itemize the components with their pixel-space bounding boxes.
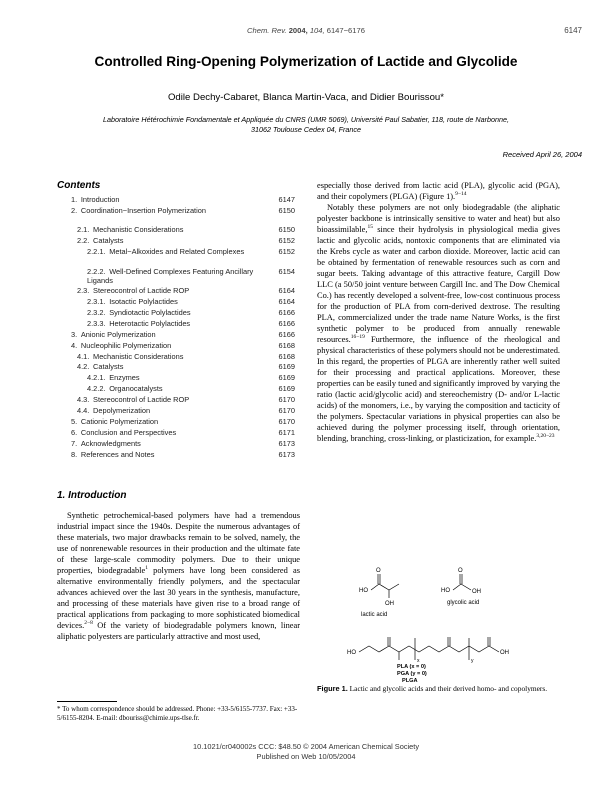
toc-label: Organocatalysts [109, 384, 163, 394]
intro-paragraph-1: Synthetic petrochemical-based polymers have had a tremendous industrial impact since the 1940s. Despite the numerous advantages of these materials, two major drawbacks remain to be solved, namely, the use of nonrenewable resources in their production and the ultimate fate of these large-scale commodity polymers. Due to their unique properties, biodegradable$^1$ polymers have long been considered as alternative environmentally friendly polymers, and the spectacular advances achieved over the last 30 years in the synthesis, manufacture, and processing of these materials have given rise to a broad range of practical applications from packaging to more sophisticated biomedical devices.$^{2-8}$ Of the variety of biodegradable polymers known, linear aliphatic polyesters are particularly attractive and most used, [57, 511, 300, 641]
toc-label: Cationic Polymerization [80, 416, 159, 426]
toc-label: Depolymerization [93, 405, 151, 415]
atom-label: O [458, 568, 463, 574]
toc-label: Introduction [80, 195, 120, 204]
toc-label: Mechanistic Considerations [93, 351, 184, 361]
toc-number: 6. [71, 427, 78, 437]
toc-page: 6166 [278, 307, 295, 317]
toc-number: 2.2. [77, 236, 90, 246]
toc-number: 2.2.2. [87, 266, 106, 276]
affiliation [70, 115, 542, 135]
toc-number: 4. [71, 340, 78, 350]
toc-item [57, 206, 297, 226]
page-number: 6147 [564, 26, 582, 35]
toc-label: Coordination−Insertion Polymerization [80, 205, 206, 215]
toc-number: 2.3.1. [87, 297, 106, 307]
toc-item [57, 395, 297, 406]
toc-page: 6152 [278, 236, 295, 246]
toc-label: Anionic Polymerization [80, 329, 156, 339]
atom-label: OH [500, 650, 509, 656]
journal-year: 2004, [288, 26, 308, 35]
toc-item [57, 352, 297, 363]
toc-number: 4.3. [77, 395, 90, 405]
journal-name: Chem. Rev. [247, 26, 287, 35]
toc-label: Heterotactic Polylactides [109, 318, 191, 328]
toc-item [57, 308, 297, 319]
article-title: Controlled Ring-Opening Polymerization of Lactide and Glycolide [94, 54, 518, 69]
toc-item [57, 330, 297, 341]
column-left-text [57, 510, 300, 642]
paragraph-properties: Notably these polymers are not only biodegradable (the aliphatic polyester backbone is intrinsically sensitive to water and heat) but also bioassimilable,$^{15}$ since their hydrolysis in physiological media gives lactic and glycolic acids, nontoxic components that are eliminated via the Krebs cycle as water and carbon dioxide. Moreover, lactic acid can be obtained by fermentation of renewable resources such as corn and sugar beets. Taking advantage of this attractive feature, Cargill Dow LLC (a 50/50 joint venture between Cargill Inc. and The Dow Chemical Co.) has recently developed a solvent-free, low-cost continuous process for the production of PLA from corn-derived dextrose. The resulting PLA, commercialized under the trade name Nature Works, is the first synthetic polymer to be produced from annually renewable resources.$^{16-19}$ Furthermore, the influence of the rheological and physical characteristics of these polymers should not be underestimated. In this regard, the properties of PLGA are inherently rather well suited for their processing and practical applications. Moreover, these properties can be easily tuned and significantly improved by varying the ratio (lactic acid/glycolic acid) and stereochemistry (D- and/or L-lactic acids) of the monomers, i.e., by varying the composition and tacticity of the polymers. Spectacular variations in physical properties can also be achieved during the polymer processing itself, through orientation, blending, branching, cross-linking, or plasticization, for example.$^{3,20-23}$ [317, 203, 560, 443]
journal-pages: 6147−6176 [326, 26, 365, 35]
toc-number: 4.2.2. [87, 384, 106, 394]
toc-page: 6154 [278, 266, 295, 276]
toc-label: Syndiotactic Polylactides [109, 307, 191, 317]
author-list: Odile Dechy-Cabaret, Blanca Martin-Vaca, and Didier Bourissou* [167, 92, 445, 103]
toc-label: Stereocontrol of Lactide ROP [93, 286, 190, 296]
toc-item [57, 236, 297, 247]
paragraph-continued: especially those derived from lactic acid (PLA), glycolic acid (PGA), and their copolymers (PLGA) (Figure 1).$^{9-14}$ [317, 181, 560, 201]
figure-1-structures [345, 560, 545, 686]
toc-label: Enzymes [109, 373, 140, 383]
atom-label: OH [385, 601, 394, 607]
toc-item [57, 428, 297, 439]
affiliation-line-1: Laboratoire Hétérochimie Fondamentale et Appliquée du CNRS (UMR 5069), Université Paul Sabatier, 118, route de Narbonne, [103, 115, 509, 124]
atom-label: HO [347, 650, 356, 656]
toc-page: 6171 [278, 427, 295, 437]
toc-number: 4.2. [77, 362, 90, 372]
citation: 15 [367, 224, 373, 231]
toc-number: 2.3.2. [87, 307, 106, 317]
lactic-acid-structure [371, 574, 399, 598]
toc-number: 2.3. [77, 286, 90, 296]
atom-label: OH [472, 589, 481, 595]
toc-page: 6173 [278, 438, 295, 448]
toc-item [57, 373, 297, 384]
toc-label: Acknowledgments [80, 438, 141, 448]
citation: 2−8 [84, 620, 93, 627]
footer-published: Published on Web 10/05/2004 [256, 752, 356, 761]
atom-label: HO [359, 588, 368, 594]
received-date: Received April 26, 2004 [502, 150, 582, 159]
citation: 1 [145, 565, 148, 572]
toc-item [57, 417, 297, 428]
figure-1-caption [317, 684, 560, 694]
toc-page: 6150 [278, 205, 295, 215]
toc-item [57, 286, 297, 297]
repeat-subscript: x [417, 658, 420, 664]
label-plga: PLGA [402, 678, 418, 684]
toc-page: 6166 [278, 329, 295, 339]
repeat-subscript: y [471, 658, 474, 664]
toc-page: 6170 [278, 395, 295, 405]
corresponding-author-footnote: * To whom correspondence should be addressed. Phone: +33-5/6155-7737. Fax: +33-5/6155-8204. E-mail: dbouriss@chimie.ups-tlse.fr. [57, 705, 298, 722]
copolymer-structure [359, 637, 499, 660]
toc-item [57, 384, 297, 395]
toc-number: 2.3.3. [87, 318, 106, 328]
toc-page: 6168 [278, 340, 295, 350]
toc-label: Conclusion and Perspectives [80, 427, 177, 437]
toc-item [57, 247, 297, 267]
contents-heading: Contents [57, 180, 101, 191]
toc-label: Metal−Alkoxides and Related Complexes [109, 247, 245, 257]
label-lactic-acid: lactic acid [361, 612, 388, 618]
caption-label: Figure 1. [317, 684, 348, 693]
toc-number: 5. [71, 416, 78, 426]
toc-page: 6169 [278, 384, 295, 394]
toc-page: 6164 [278, 297, 295, 307]
toc-page: 6147 [278, 195, 295, 204]
toc-number: 1. [71, 195, 78, 204]
toc-page: 6170 [278, 405, 295, 415]
toc-label: Mechanistic Considerations [93, 225, 184, 235]
toc-page: 6166 [278, 318, 295, 328]
citation: 9−14 [455, 191, 467, 198]
section-heading-introduction: 1. Introduction [57, 490, 127, 501]
toc-item [57, 450, 297, 461]
toc-number: 4.2.1. [87, 373, 106, 383]
toc-number: 3. [71, 329, 78, 339]
citation: 3,20−23 [536, 433, 555, 440]
toc-item [57, 406, 297, 417]
toc-item [57, 267, 297, 287]
toc-number: 2. [71, 205, 78, 215]
toc-number: 8. [71, 449, 78, 459]
label-glycolic-acid: glycolic acid [447, 600, 480, 606]
toc-number: 2.2.1. [87, 247, 106, 257]
toc-label: Well-Defined Complexes Featuring Ancillary Ligands [87, 266, 254, 286]
toc-page: 6168 [278, 351, 295, 361]
toc-label: Stereocontrol of Lactide ROP [93, 395, 190, 405]
toc-item [57, 362, 297, 373]
citation: 16−19 [350, 334, 365, 341]
toc-label: Nucleophilic Polymerization [80, 340, 172, 350]
table-of-contents [57, 195, 297, 460]
footnote-rule [57, 701, 117, 702]
toc-label: Catalysts [93, 362, 124, 372]
toc-page: 6169 [278, 373, 295, 383]
affiliation-line-2: 31062 Toulouse Cedex 04, France [250, 125, 362, 134]
journal-volume: 104, [309, 26, 325, 35]
toc-item [57, 195, 297, 206]
toc-page: 6152 [278, 247, 295, 257]
toc-page: 6169 [278, 362, 295, 372]
glycolic-acid-structure [453, 574, 471, 590]
toc-label: References and Notes [80, 449, 155, 459]
toc-page: 6173 [278, 449, 295, 459]
caption-text: Lactic and glycolic acids and their derived homo- and copolymers. [349, 684, 548, 693]
toc-number: 2.1. [77, 225, 90, 235]
toc-item [57, 439, 297, 450]
journal-header [0, 26, 612, 35]
atom-label: O [376, 568, 381, 574]
toc-item [57, 319, 297, 330]
toc-number: 7. [71, 438, 78, 448]
column-right-text [317, 180, 560, 444]
toc-label: Catalysts [93, 236, 124, 246]
label-pga: PGA (y = 0) [397, 671, 427, 677]
toc-label: Isotactic Polylactides [109, 297, 178, 307]
toc-page: 6164 [278, 286, 295, 296]
toc-number: 4.1. [77, 351, 90, 361]
toc-item [57, 225, 297, 236]
toc-item [57, 297, 297, 308]
toc-page: 6150 [278, 225, 295, 235]
toc-page: 6170 [278, 416, 295, 426]
label-pla: PLA (x = 0) [397, 664, 426, 670]
toc-item [57, 341, 297, 352]
atom-label: HO [441, 588, 450, 594]
toc-number: 4.4. [77, 405, 90, 415]
footer-doi: 10.1021/cr040002s CCC: $48.50 © 2004 American Chemical Society [192, 742, 420, 751]
